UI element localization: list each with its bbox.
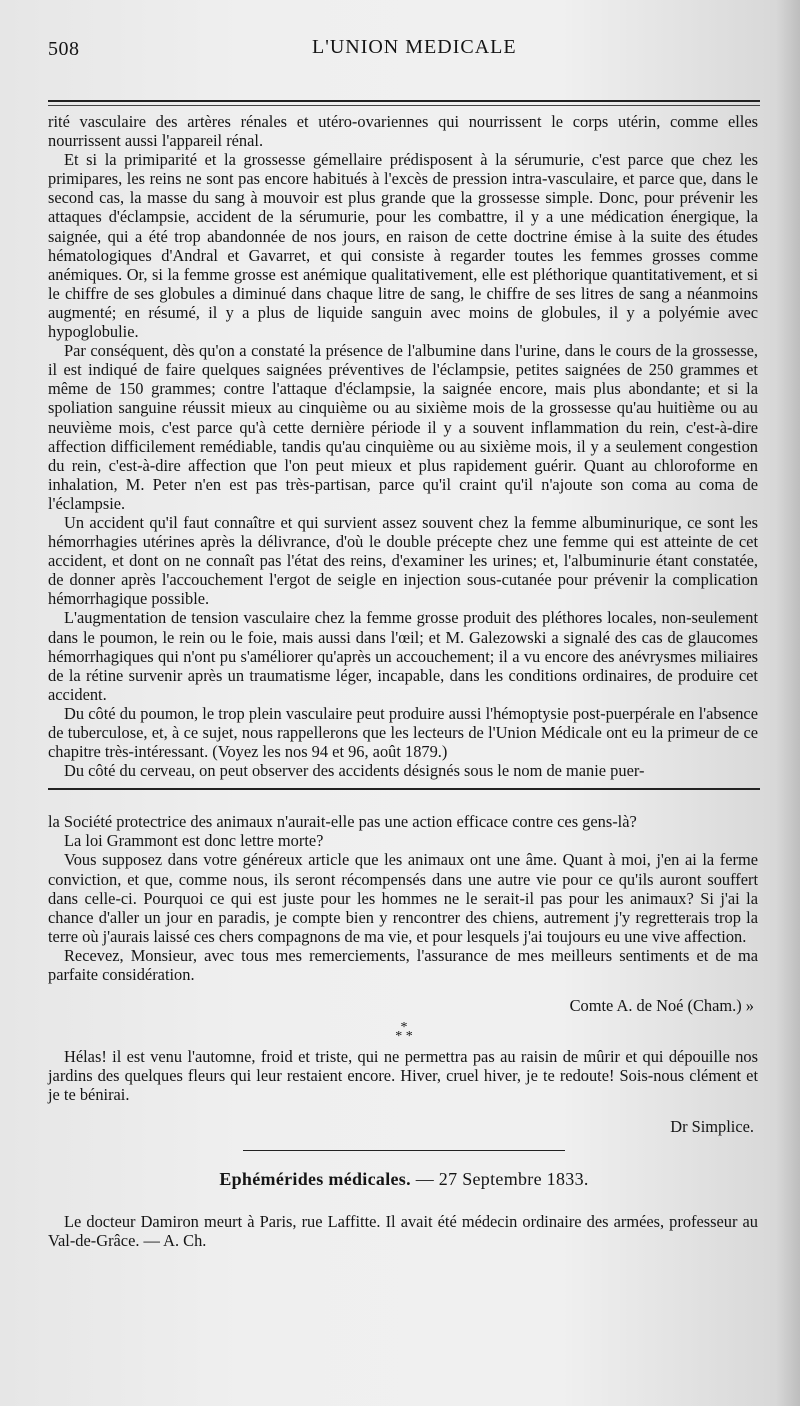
article-paragraph: Un accident qu'il faut connaître et qui survient assez souvent chez la femme albuminurique, ce sont les hémorrhagies utérines après la délivrance, d'où le double précepte chez une femme qui est atteinte de cet accident, et dont on ne connaît pas l'état des reins, d'examiner les urines; et, l'albuminurie étant constatée, de donner après l'accouchement l'ergot de seigle en injection sous-cutanée pour prévenir la complication hémorrhagique possible.: [48, 512, 758, 609]
ephemerides-rule: [243, 1150, 565, 1151]
letter-paragraph: Vous supposez dans votre généreux article que les animaux ont une âme. Quant à moi, j'en ai la ferme conviction, et que, comme nous, ils seront récompensés dans une autre vie pour ce qu'ils auront souffert dans celle-ci. Pourquoi ce qui est juste pour les hommes ne le serait-il pas pour les animaux? Si j'ai la chance d'aller un jour en paradis, je compte bien y rencontrer des chiens, autrement j'y regretterais trop la terre où j'aurais laissé ces chers compagnons de ma vie, et pour lesquels j'ai toujours eu une vive affection.: [48, 850, 758, 946]
letter-signature: Comte A. de Noé (Cham.) »: [569, 996, 754, 1016]
letter-paragraph: Recevez, Monsieur, avec tous mes remerciements, l'assurance de mes meilleurs sentiments et de ma parfaite considération.: [48, 945, 758, 985]
ephemerides-paragraph: Le docteur Damiron meurt à Paris, rue Laffitte. Il avait été médecin ordinaire des armées, professeur au Val-de-Grâce. — A. Ch.: [48, 1211, 758, 1250]
letter-paragraph: La loi Grammont est donc lettre morte?: [64, 831, 324, 851]
article-paragraph: L'augmentation de tension vasculaire chez la femme grosse produit des pléthores locales, non-seulement dans le poumon, le rein ou le foie, mais aussi dans l'œil; et M. Galezowski a signalé des cas de glaucomes hémorrhagiques qui n'ont pu s'améliorer qu'après un accouchement; il a vu encore des anévrysmes miliaires de la rétine survenir après un traumatisme léger, incapable, dans les conditions ordinaires, de produire cet accident.: [48, 608, 758, 704]
note-paragraph: Hélas! il est venu l'automne, froid et triste, qui ne permettra pas au raisin de mûrir et qui dépouille nos jardins des quelques fleurs qui leur restaient encore. Hiver, cruel hiver, je te redoute! Sois-nous clément et je te bénirai.: [48, 1047, 758, 1105]
ephemerides-body: [48, 1212, 758, 1250]
article-paragraph: Du côté du poumon, le trop plein vasculaire peut produire aussi l'hémoptysie post-puerpérale en l'absence de tuberculose, et, à ce sujet, nous rappellerons que les lecteurs de l'Union Médicale ont eu la primeur de ce chapitre très-intéressant. (Voyez les nos 94 et 96, août 1879.): [48, 703, 758, 762]
article-paragraph: Du côté du cerveau, on peut observer des accidents désignés sous le nom de manie puer-: [64, 761, 645, 781]
page-header: [48, 30, 760, 66]
page-number: 508: [48, 38, 80, 60]
running-title: L'UNION MEDICALE: [312, 36, 517, 58]
article-paragraph: rité vasculaire des artères rénales et utéro-ovariennes qui nourrissent le corps utérin, comme elles nourrissent aussi l'appareil rénal.: [48, 112, 758, 151]
ephemerides-date: — 27 Septembre 1833.: [415, 1168, 589, 1189]
article-paragraph: Et si la primiparité et la grossesse gémellaire prédisposent à la sérumurie, c'est parce que chez les primipares, les reins ne sont pas encore habitués à l'excès de pression intra-vasculaire, et parce que, dans le second cas, la masse du sang à mouvoir est plus grande que la grossesse simple. Donc, pour prévenir les attaques d'éclampsie, accident de la sérumurie, pour les combattre, il y a une médication énergique, la saignée, qui a été trop abandonnée de nos jours, en raison de cette doctrine émise à la suite des études hématologiques d'Andral et Gavarret, et qui consiste à regarder toutes les femmes grosses comme anémiques. Or, si la femme grosse est anémique qualitativement, elle est pléthorique quantitativement, et si le chiffre de ses globules a diminué dans chaque litre de sang, le chiffre de ses litres de sang a néanmoins augmenté; en résumé, il y a plus de liquide sanguin avec moins de globules, il y a polyémie avec hypoglobulie.: [48, 150, 758, 342]
article-body: [48, 112, 758, 780]
ephemerides-heading: [48, 1169, 760, 1190]
letter-body: [48, 812, 758, 1015]
article-paragraph: Par conséquent, dès qu'on a constaté la présence de l'albumine dans l'urine, dans le cours de la grossesse, il est indiqué de faire quelques saignées préventives de l'éclampsie, petites saignées de 250 grammes et même de 150 grammes; contre l'attaque d'éclampsie, la saignée encore, mais plus abondante; et si la spoliation sanguine réussit mieux au cinquième ou au sixième mois de la grossesse qu'au huitième ou au neuvième mois, c'est parce qu'à cette dernière période il y a souvent inflammation du rein, c'est-à-dire affection difficilement remédiable, tandis qu'au cinquième ou au sixième mois, il y a seulement congestion du rein, c'est-à-dire affection que l'on peut mieux et plus rapidement guérir. Quant au chloroforme en inhalation, M. Peter n'en est pas très-partisan, parce qu'il craint qu'il n'ajoute son coma au coma de l'éclampsie.: [48, 341, 758, 513]
asterism-mark: * * *: [395, 1020, 413, 1045]
note-signature: Dr Simplice.: [670, 1116, 754, 1136]
letter-paragraph: la Société protectrice des animaux n'aurait-elle pas une action efficace contre ces gens-là?: [48, 812, 637, 832]
ephemerides-title: Ephémérides médicales.: [219, 1168, 411, 1189]
header-rule: [48, 100, 760, 102]
header-rule-thin: [48, 105, 760, 106]
asterism: [48, 1020, 760, 1045]
note-body: [48, 1047, 758, 1135]
section-divider: [48, 788, 760, 790]
